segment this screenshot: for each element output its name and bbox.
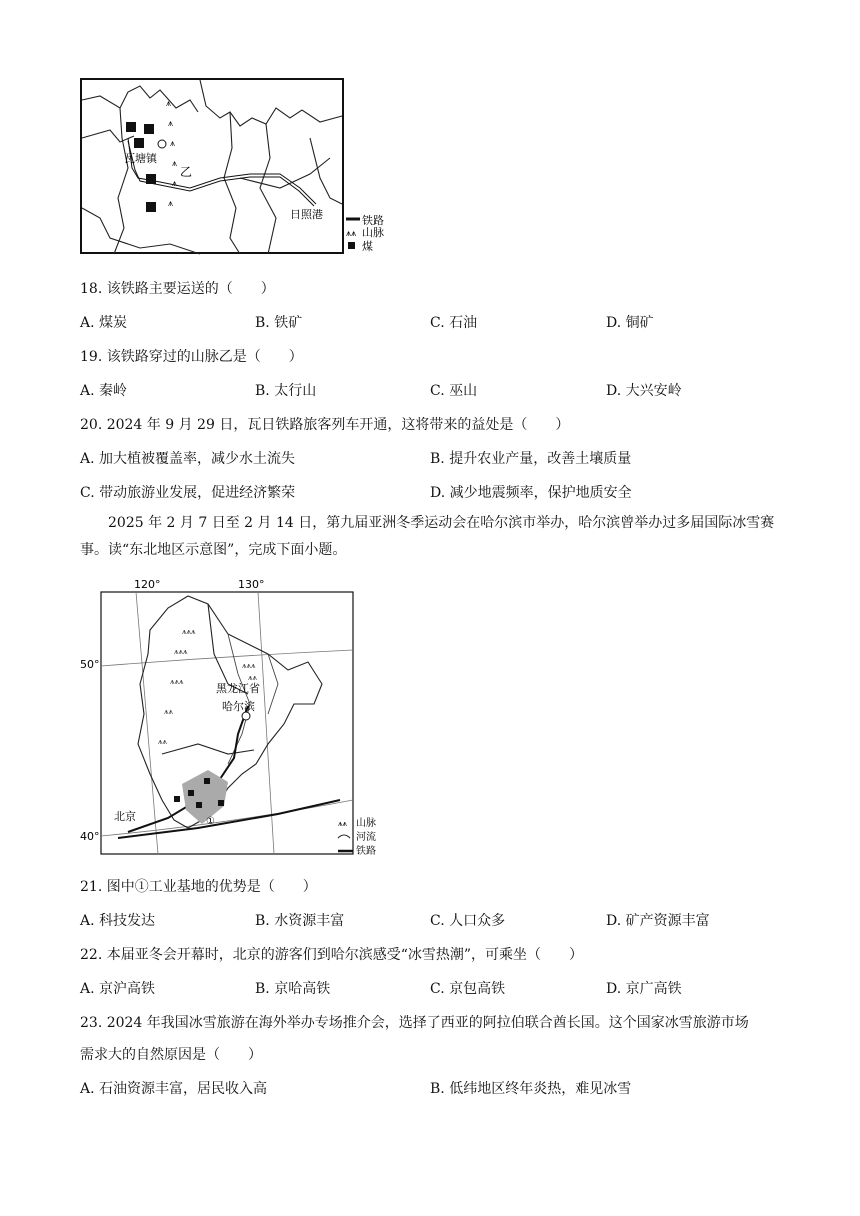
beijing-label: 北京 [114,810,136,823]
svg-text:⩚: ⩚ [170,139,176,149]
q20-option-c[interactable]: C. 带动旅游业发展，促进经济繁荣 [80,485,296,501]
svg-text:⩚: ⩚ [172,159,178,169]
svg-text:⩚: ⩚ [166,99,172,109]
q18-option-c[interactable]: C. 石油 [430,315,478,331]
question-21-stem: 21. 图中①工业基地的优势是（ ） [80,879,317,895]
question-18-stem: 18. 该铁路主要运送的（ ） [80,281,275,297]
harbin-marker [242,712,250,720]
lat-label-50: 50° [80,658,100,671]
lon-label-120: 120° [134,578,161,591]
town-marker [158,140,166,148]
q23-option-a[interactable]: A. 石油资源丰富，居民收入高 [80,1081,268,1097]
svg-text:山脉: 山脉 [362,226,384,239]
svg-text:⩚⩚: ⩚⩚ [338,819,348,828]
svg-text:⩚: ⩚ [168,119,174,129]
svg-text:铁路: 铁路 [356,846,376,857]
q20-option-a[interactable]: A. 加大植被覆盖率，减少水土流失 [80,451,296,467]
question-20-stem: 20. 2024 年 9 月 29 日，瓦日铁路旅客列车开通，这将带来的益处是（ ） [80,417,570,433]
q23-option-b[interactable]: B. 低纬地区终年炎热，难见冰雪 [430,1081,632,1097]
railway-map [80,78,390,256]
question-22-stem: 22. 本届亚冬会开幕时，北京的游客们到哈尔滨感受“冰雪热潮”，可乘坐（ ） [80,947,584,963]
svg-text:⩚⩚: ⩚⩚ [158,737,168,746]
q21-option-b[interactable]: B. 水资源丰富 [255,913,345,929]
q19-option-a[interactable]: A. 秦岭 [80,383,128,399]
q19-option-c[interactable]: C. 巫山 [430,383,478,399]
svg-text:⩚⩚: ⩚⩚ [248,673,258,682]
q22-option-d[interactable]: D. 京广高铁 [606,981,682,997]
q22-option-a[interactable]: A. 京沪高铁 [80,981,156,997]
base-marker: ① [206,816,215,827]
question-23-stem: 23. 2024 年我国冰雪旅游在海外举办专场推介会，选择了西亚的阿拉伯联合酋长国。这个国家冰雪旅游市场 [80,1015,749,1031]
passage-text: 2025 年 2 月 7 日至 2 月 14 日，第九届亚洲冬季运动会在哈尔滨市举办，哈尔滨曾举办过多届国际冰雪赛事。读“东北地区示意图”，完成下面小题。 [80,515,775,558]
question-23-stem-cont: 需求大的自然原因是（ ） [80,1047,262,1063]
q22-option-b[interactable]: B. 京哈高铁 [255,981,331,997]
northeast-map [78,574,398,864]
map2-frame [101,592,353,854]
mountain-label: 乙 [180,165,193,179]
q18-option-a[interactable]: A. 煤炭 [80,315,128,331]
question-19-stem: 19. 该铁路穿过的山脉乙是（ ） [80,349,303,365]
q20-option-b[interactable]: B. 提升农业产量，改善土壤质量 [430,451,632,467]
svg-text:⩚: ⩚ [172,179,178,189]
q19-option-b[interactable]: B. 太行山 [255,383,317,399]
q21-option-a[interactable]: A. 科技发达 [80,913,156,929]
lon-label-130: 130° [238,578,265,591]
q19-option-d[interactable]: D. 大兴安岭 [606,383,682,399]
map-frame [81,79,343,253]
q21-option-d[interactable]: D. 矿产资源丰富 [606,913,710,929]
svg-text:⩚⩚: ⩚⩚ [164,707,174,716]
town-label: 瓦塘镇 [124,152,157,165]
q21-option-c[interactable]: C. 人口众多 [430,913,506,929]
svg-text:山脉: 山脉 [356,818,376,829]
q18-option-d[interactable]: D. 铜矿 [606,315,654,331]
svg-text:铁路: 铁路 [362,214,384,227]
svg-text:⩚⩚: ⩚⩚ [346,229,357,239]
svg-text:⩚⩚⩚: ⩚⩚⩚ [170,677,184,686]
map1-legend [346,213,384,253]
svg-text:⩚⩚⩚: ⩚⩚⩚ [174,647,188,656]
svg-text:⩚⩚⩚: ⩚⩚⩚ [182,627,196,636]
svg-text:河流: 河流 [356,832,376,843]
q18-option-b[interactable]: B. 铁矿 [255,315,303,331]
svg-text:⩚⩚⩚: ⩚⩚⩚ [242,661,256,670]
q20-option-d[interactable]: D. 减少地震频率，保护地质安全 [430,485,632,501]
svg-text:煤: 煤 [362,240,373,253]
harbin-label: 哈尔滨 [222,700,255,713]
province-label: 黑龙江省 [216,682,260,695]
svg-text:⩚: ⩚ [168,199,174,209]
lat-label-40: 40° [80,830,100,843]
q22-option-c[interactable]: C. 京包高铁 [430,981,506,997]
port-label: 日照港 [290,208,323,221]
